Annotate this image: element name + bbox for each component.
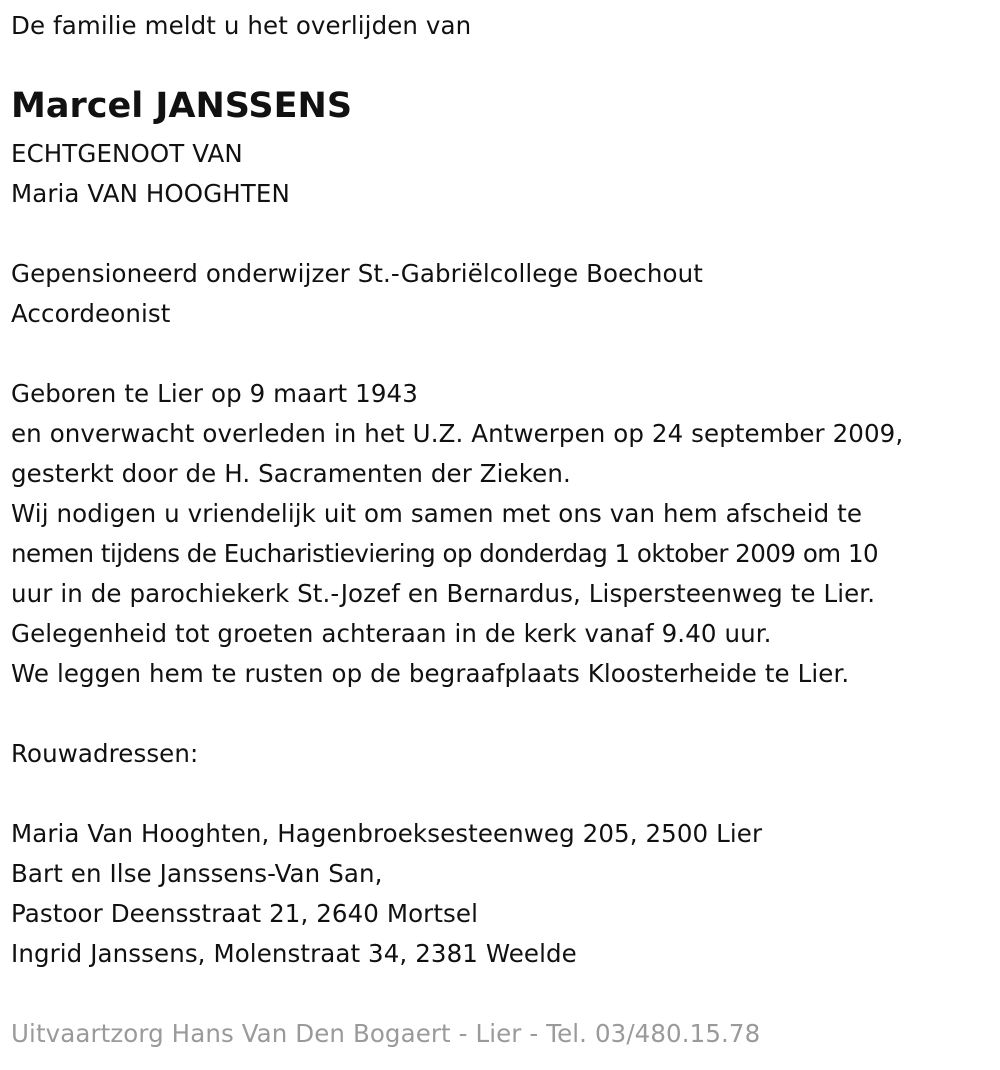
detail-line: uur in de parochiekerk St.-Jozef en Bernardus, Lispersteenweg te Lier. (11, 579, 876, 608)
intro-text: De familie meldt u het overlijden van (11, 11, 472, 40)
detail-line: en onverwacht overleden in het U.Z. Antwerpen op 24 september 2009, (11, 419, 904, 448)
detail-line: We leggen hem te rusten op de begraafplaats Kloosterheide te Lier. (11, 659, 850, 688)
detail-line: Gelegenheid tot groeten achteraan in de kerk vanaf 9.40 uur. (11, 619, 772, 648)
detail-line: gesterkt door de H. Sacramenten der Zieken. (11, 459, 571, 488)
addresses-label: Rouwadressen: (11, 739, 199, 768)
hobby-text: Accordeonist (11, 299, 171, 328)
detail-line: nemen tijdens de Eucharistieviering op donderdag 1 oktober 2009 om 10 (11, 539, 879, 568)
address-line: Maria Van Hooghten, Hagenbroeksesteenweg 205, 2500 Lier (11, 819, 763, 848)
funeral-home-footer: Uitvaartzorg Hans Van Den Bogaert - Lier - Tel. 03/480.15.78 (11, 1019, 761, 1048)
occupation-text: Gepensioneerd onderwijzer St.-Gabriëlcollege Boechout (11, 259, 703, 288)
address-line: Ingrid Janssens, Molenstraat 34, 2381 Weelde (11, 939, 577, 968)
address-line: Pastoor Deensstraat 21, 2640 Mortsel (11, 899, 479, 928)
spouse-name: Maria VAN HOOGHTEN (11, 179, 290, 208)
detail-line: Wij nodigen u vriendelijk uit om samen met ons van hem afscheid te (11, 499, 863, 528)
detail-line: Geboren te Lier op 9 maart 1943 (11, 379, 418, 408)
relation-label: ECHTGENOOT VAN (11, 139, 243, 168)
address-line: Bart en Ilse Janssens-Van San, (11, 859, 383, 888)
deceased-name: Marcel JANSSENS (11, 86, 353, 126)
